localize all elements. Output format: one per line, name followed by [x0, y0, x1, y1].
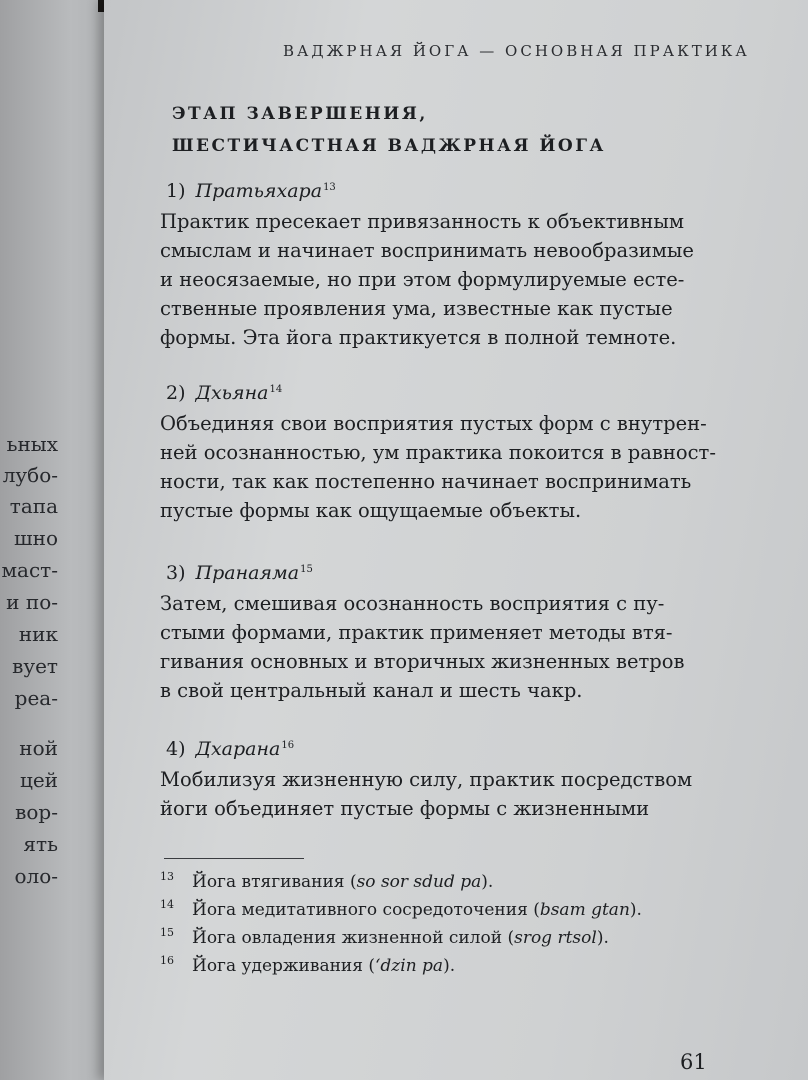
- left-page-text-fragment: шно: [14, 526, 58, 550]
- item-title-dharana: [166, 738, 294, 760]
- left-page-text-fragment: ьных: [6, 432, 58, 456]
- item-name: Пратьяхара: [195, 180, 323, 202]
- footnote-ref: 14: [269, 384, 283, 395]
- footnote-transliteration: ‘dzin pa: [375, 956, 444, 976]
- footnote: [160, 954, 455, 976]
- paragraph-line: смыслам и начинает воспринимать невообразимые: [160, 239, 694, 262]
- left-page-text-fragment: вует: [12, 654, 58, 678]
- footnote-close: ).: [481, 872, 494, 892]
- footnote-text: Йога медитативного сосредоточения (: [192, 900, 540, 920]
- paragraph-line: Объединяя свои восприятия пустых форм с внутрен-: [160, 412, 707, 435]
- section-title-line-1: ЭТАП ЗАВЕРШЕНИЯ,: [172, 104, 428, 124]
- footnote-text: Йога удерживания (: [192, 956, 376, 976]
- item-name: Дхьяна: [195, 382, 269, 404]
- paragraph-line: Практик пресекает привязанность к объективным: [160, 210, 685, 233]
- paragraph-line: ней осознанностью, ум практика покоится в равност-: [160, 441, 716, 464]
- footnote-transliteration: bsam gtan: [539, 900, 630, 920]
- item-paragraph: [160, 409, 720, 525]
- item-number: 3): [166, 562, 186, 584]
- page-number: 61: [680, 1050, 707, 1074]
- left-page-text-fragment: и по-: [6, 590, 58, 614]
- section-title-line-2: ШЕСТИЧАСТНАЯ ВАДЖРНАЯ ЙОГА: [172, 136, 606, 156]
- item-name: Пранаяма: [195, 562, 300, 584]
- footnote-ref: 13: [323, 182, 336, 193]
- left-page-text-fragment: маст-: [1, 558, 58, 582]
- left-page-text-fragment: ять: [23, 832, 58, 856]
- left-page-text-fragment: реа-: [14, 686, 58, 710]
- paragraph-line: йоги объединяет пустые формы с жизненными: [160, 797, 650, 820]
- item-number: 1): [166, 180, 186, 202]
- item-paragraph: [160, 589, 720, 705]
- left-page-text-fragment: цей: [19, 768, 58, 792]
- running-header: ВАДЖРНАЯ ЙОГА — ОСНОВНАЯ ПРАКТИКА: [283, 42, 750, 60]
- footnote-close: ).: [596, 928, 609, 948]
- paragraph-line: гивания основных и вторичных жизненных ветров: [160, 650, 685, 673]
- left-page-text-fragment: вор-: [15, 800, 58, 824]
- paragraph-line: Мобилизуя жизненную силу, практик посредством: [160, 768, 693, 791]
- footnote-number: 13: [160, 870, 174, 883]
- left-page-text-fragment: тапа: [9, 494, 58, 518]
- paragraph-line: пустые формы как ощущаемые объекты.: [160, 499, 582, 522]
- paragraph-line: ности, так как постепенно начинает воспринимать: [160, 470, 692, 493]
- footnote-number: 14: [160, 898, 174, 911]
- left-page-text-fragment: лубо-: [2, 463, 58, 487]
- paragraph-line: Затем, смешивая осознанность восприятия с пу-: [160, 592, 665, 615]
- left-page-text-fragment: ной: [19, 736, 58, 760]
- footnote-close: ).: [443, 956, 456, 976]
- footnote-transliteration: srog rtsol: [514, 928, 597, 948]
- footnote-text: Йога овладения жизненной силой (: [192, 928, 515, 948]
- left-facing-page: [0, 0, 118, 1080]
- footnote: [160, 870, 493, 892]
- footnote-divider: [164, 858, 304, 859]
- footnote-number: 15: [160, 926, 174, 939]
- item-title-dhyana: [166, 382, 282, 404]
- paragraph-line: и неосязаемые, но при этом формулируемые есте-: [160, 268, 685, 291]
- paragraph-line: формы. Эта йога практикуется в полной темноте.: [160, 326, 677, 349]
- footnote-ref: 15: [300, 564, 313, 575]
- item-number: 2): [166, 382, 186, 404]
- left-page-text-fragment: оло-: [14, 864, 58, 888]
- book-page: [104, 0, 808, 1080]
- paragraph-line: ственные проявления ума, известные как пустые: [160, 297, 673, 320]
- footnote: [160, 898, 642, 920]
- item-title-pranayama: [166, 562, 313, 584]
- footnote: [160, 926, 609, 948]
- footnote-number: 16: [160, 954, 174, 967]
- left-page-text-fragment: ник: [18, 622, 58, 646]
- footnote-transliteration: so sor sdud pa: [356, 872, 482, 892]
- item-paragraph: [160, 765, 720, 823]
- item-paragraph: [160, 207, 720, 352]
- item-number: 4): [166, 738, 186, 760]
- item-title-pratyahara: [166, 180, 336, 202]
- paragraph-line: в свой центральный канал и шесть чакр.: [160, 679, 583, 702]
- paragraph-line: стыми формами, практик применяет методы втя-: [160, 621, 673, 644]
- footnote-close: ).: [629, 900, 642, 920]
- footnote-ref: 16: [281, 740, 295, 751]
- item-name: Дхарана: [195, 738, 281, 760]
- footnote-text: Йога втягивания (: [192, 872, 357, 892]
